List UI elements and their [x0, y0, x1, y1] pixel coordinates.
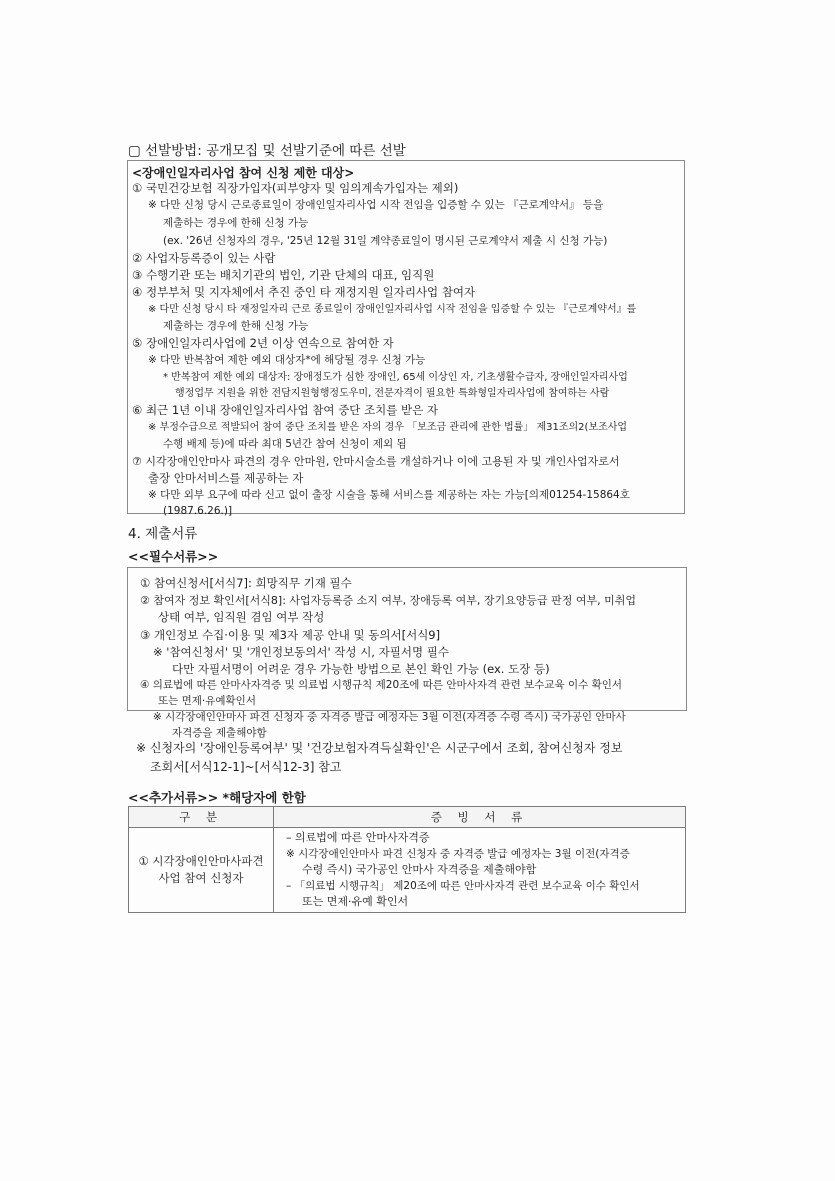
list-item: (1987.6.26.)]	[163, 505, 233, 517]
list-item: 자격증을 제출해야함	[172, 727, 267, 739]
list-item: ※ 부정수급으로 적발되어 참여 중단 조치를 받은 자의 경우 「보조금 관리에 관한 법률」 제31조의2(보조사업	[148, 422, 628, 433]
table-header-category: 구 분	[129, 807, 274, 828]
category-line: 사업 참여 신청자	[158, 871, 244, 885]
list-item: 행정업무 지원을 위한 전담지원형행정도우미, 전문자격이 필요한 특화형일자리사업에 참여하는 사람	[175, 388, 610, 399]
list-item: 다만 자필서명이 어려운 경우 가능한 방법으로 본인 확인 가능 (ex. 도장 등)	[172, 662, 550, 676]
list-item: ※ '참여신청서' 및 '개인정보동의서' 작성 시, 자필서명 필수	[153, 645, 449, 659]
lookup-note: 조회서[서식12-1]~[서식12-3] 참고	[150, 760, 342, 774]
list-item: * 반복참여 제한 예외 대상자: 장애정도가 심한 장애인, 65세 이상인 자, 기초생활수급자, 장애인일자리사업	[163, 372, 628, 383]
required-docs-title: <<필수서류>>	[128, 549, 219, 564]
list-item: ① 참여신청서[서식7]: 희망직무 기재 필수	[140, 576, 352, 590]
list-item: ① 국민건강보험 직장가입자(피부양자 및 임의계속가입자는 제외)	[132, 181, 459, 195]
list-item: 상태 여부, 임직원 겸임 여부 작성	[158, 610, 325, 624]
list-item: ※ 시각장애인안마사 파견 신청자 중 자격증 발급 예정자는 3월 이전(자격증 수령 즉시) 국가공인 안마사	[153, 711, 626, 723]
list-item: ※ 다만 신청 당시 근로종료일이 장애인일자리사업 시작 전임을 입증할 수 있는 『근로계약서』 등을	[148, 199, 604, 211]
list-item: (ex. '26년 신청자의 경우, '25년 12월 31일 계약종료일이 명시된 근로계약서 제출 시 신청 가능)	[163, 235, 608, 247]
list-item: ③ 수행기관 또는 배치기관의 법인, 기관 단체의 대표, 임직원	[132, 268, 435, 282]
category-line: ① 시각장애인안마사파견	[138, 854, 264, 868]
list-item: ⑤ 장애인일자리사업에 2년 이상 연속으로 참여한 자	[132, 336, 394, 350]
list-item: 출장 안마서비스를 제공하는 자	[148, 471, 304, 485]
list-item: ④ 정부부처 및 지자체에서 추진 중인 타 재정지원 일자리사업 참여자	[132, 285, 476, 299]
list-item: ② 사업자등록증이 있는 사람	[132, 251, 276, 265]
list-item: 제출하는 경우에 한해 신청 가능	[163, 217, 309, 229]
evidence-line: 또는 면제·유예 확인서	[302, 895, 409, 908]
list-item: 또는 면제·유예확인서	[158, 695, 256, 707]
list-item: 수행 배제 등)에 따라 최대 5년간 참여 신청이 제외 됨	[163, 438, 407, 450]
additional-docs-title: <<추가서류>> *해당자에 한함	[128, 790, 306, 805]
list-item: ② 참여자 정보 확인서[서식8]: 사업자등록증 소지 여부, 장애등록 여부, 장기요양등급 판정 여부, 미취업	[140, 594, 637, 607]
documents-heading: 4. 제출서류	[128, 526, 198, 542]
selection-method-heading: ▢ 선발방법: 공개모집 및 선발기준에 따른 선발	[128, 143, 406, 159]
lookup-note: ※ 신청자의 '장애인등록여부' 및 '건강보험자격득실확인'은 시군구에서 조회, 참여신청자 정보	[136, 741, 623, 755]
list-item: 제출하는 경우에 한해 신청 가능	[163, 320, 309, 332]
list-item: ⑦ 시각장애인안마사 파견의 경우 안마원, 안마시술소를 개설하거나 이에 고용된 자 및 개인사업자로서	[132, 455, 620, 468]
evidence-line: – 「의료법 시행규칙」 제20조에 따른 안마사자격 관련 보수교육 이수 확인서	[286, 880, 640, 892]
list-item: ⑥ 최근 1년 이내 장애인일자리사업 참여 중단 조치를 받은 자	[132, 403, 439, 417]
list-item: ※ 다만 신청 당시 타 재정일자리 근로 종료일이 장애인일자리사업 시작 전임을 입증할 수 있는 『근로계약서』를	[148, 304, 637, 315]
additional-docs-table	[128, 806, 686, 913]
table-cell-category	[129, 828, 274, 913]
list-item: ④ 의료법에 따른 안마사자격증 및 의료법 시행규칙 제20조에 따른 안마사자격 관련 보수교육 이수 확인서	[140, 679, 623, 691]
evidence-line: ※ 시각장애인안마사 파견 신청자 중 자격증 발급 예정자는 3월 이전(자격증	[286, 848, 630, 860]
restriction-title: <장애인일자리사업 참여 신청 제한 대상>	[132, 166, 355, 180]
list-item: ※ 다만 반복참여 제한 예외 대상자*에 해당될 경우 신청 가능	[148, 354, 426, 366]
evidence-line: – 의료법에 따른 안마사자격증	[286, 831, 430, 844]
list-item: ※ 다만 외부 요구에 따라 신고 없이 출장 시술을 통해 서비스를 제공하는 자는 가능[의제01254-15864호	[148, 489, 630, 501]
table-row	[129, 828, 686, 913]
table-cell-evidence	[274, 828, 686, 913]
evidence-line: 수령 즉시) 국가공인 안마사 자격증을 제출해야함	[302, 863, 537, 876]
list-item: ③ 개인정보 수집·이용 및 제3자 제공 안내 및 동의서[서식9]	[140, 628, 441, 642]
table-header-evidence: 증 빙 서 류	[274, 807, 686, 828]
